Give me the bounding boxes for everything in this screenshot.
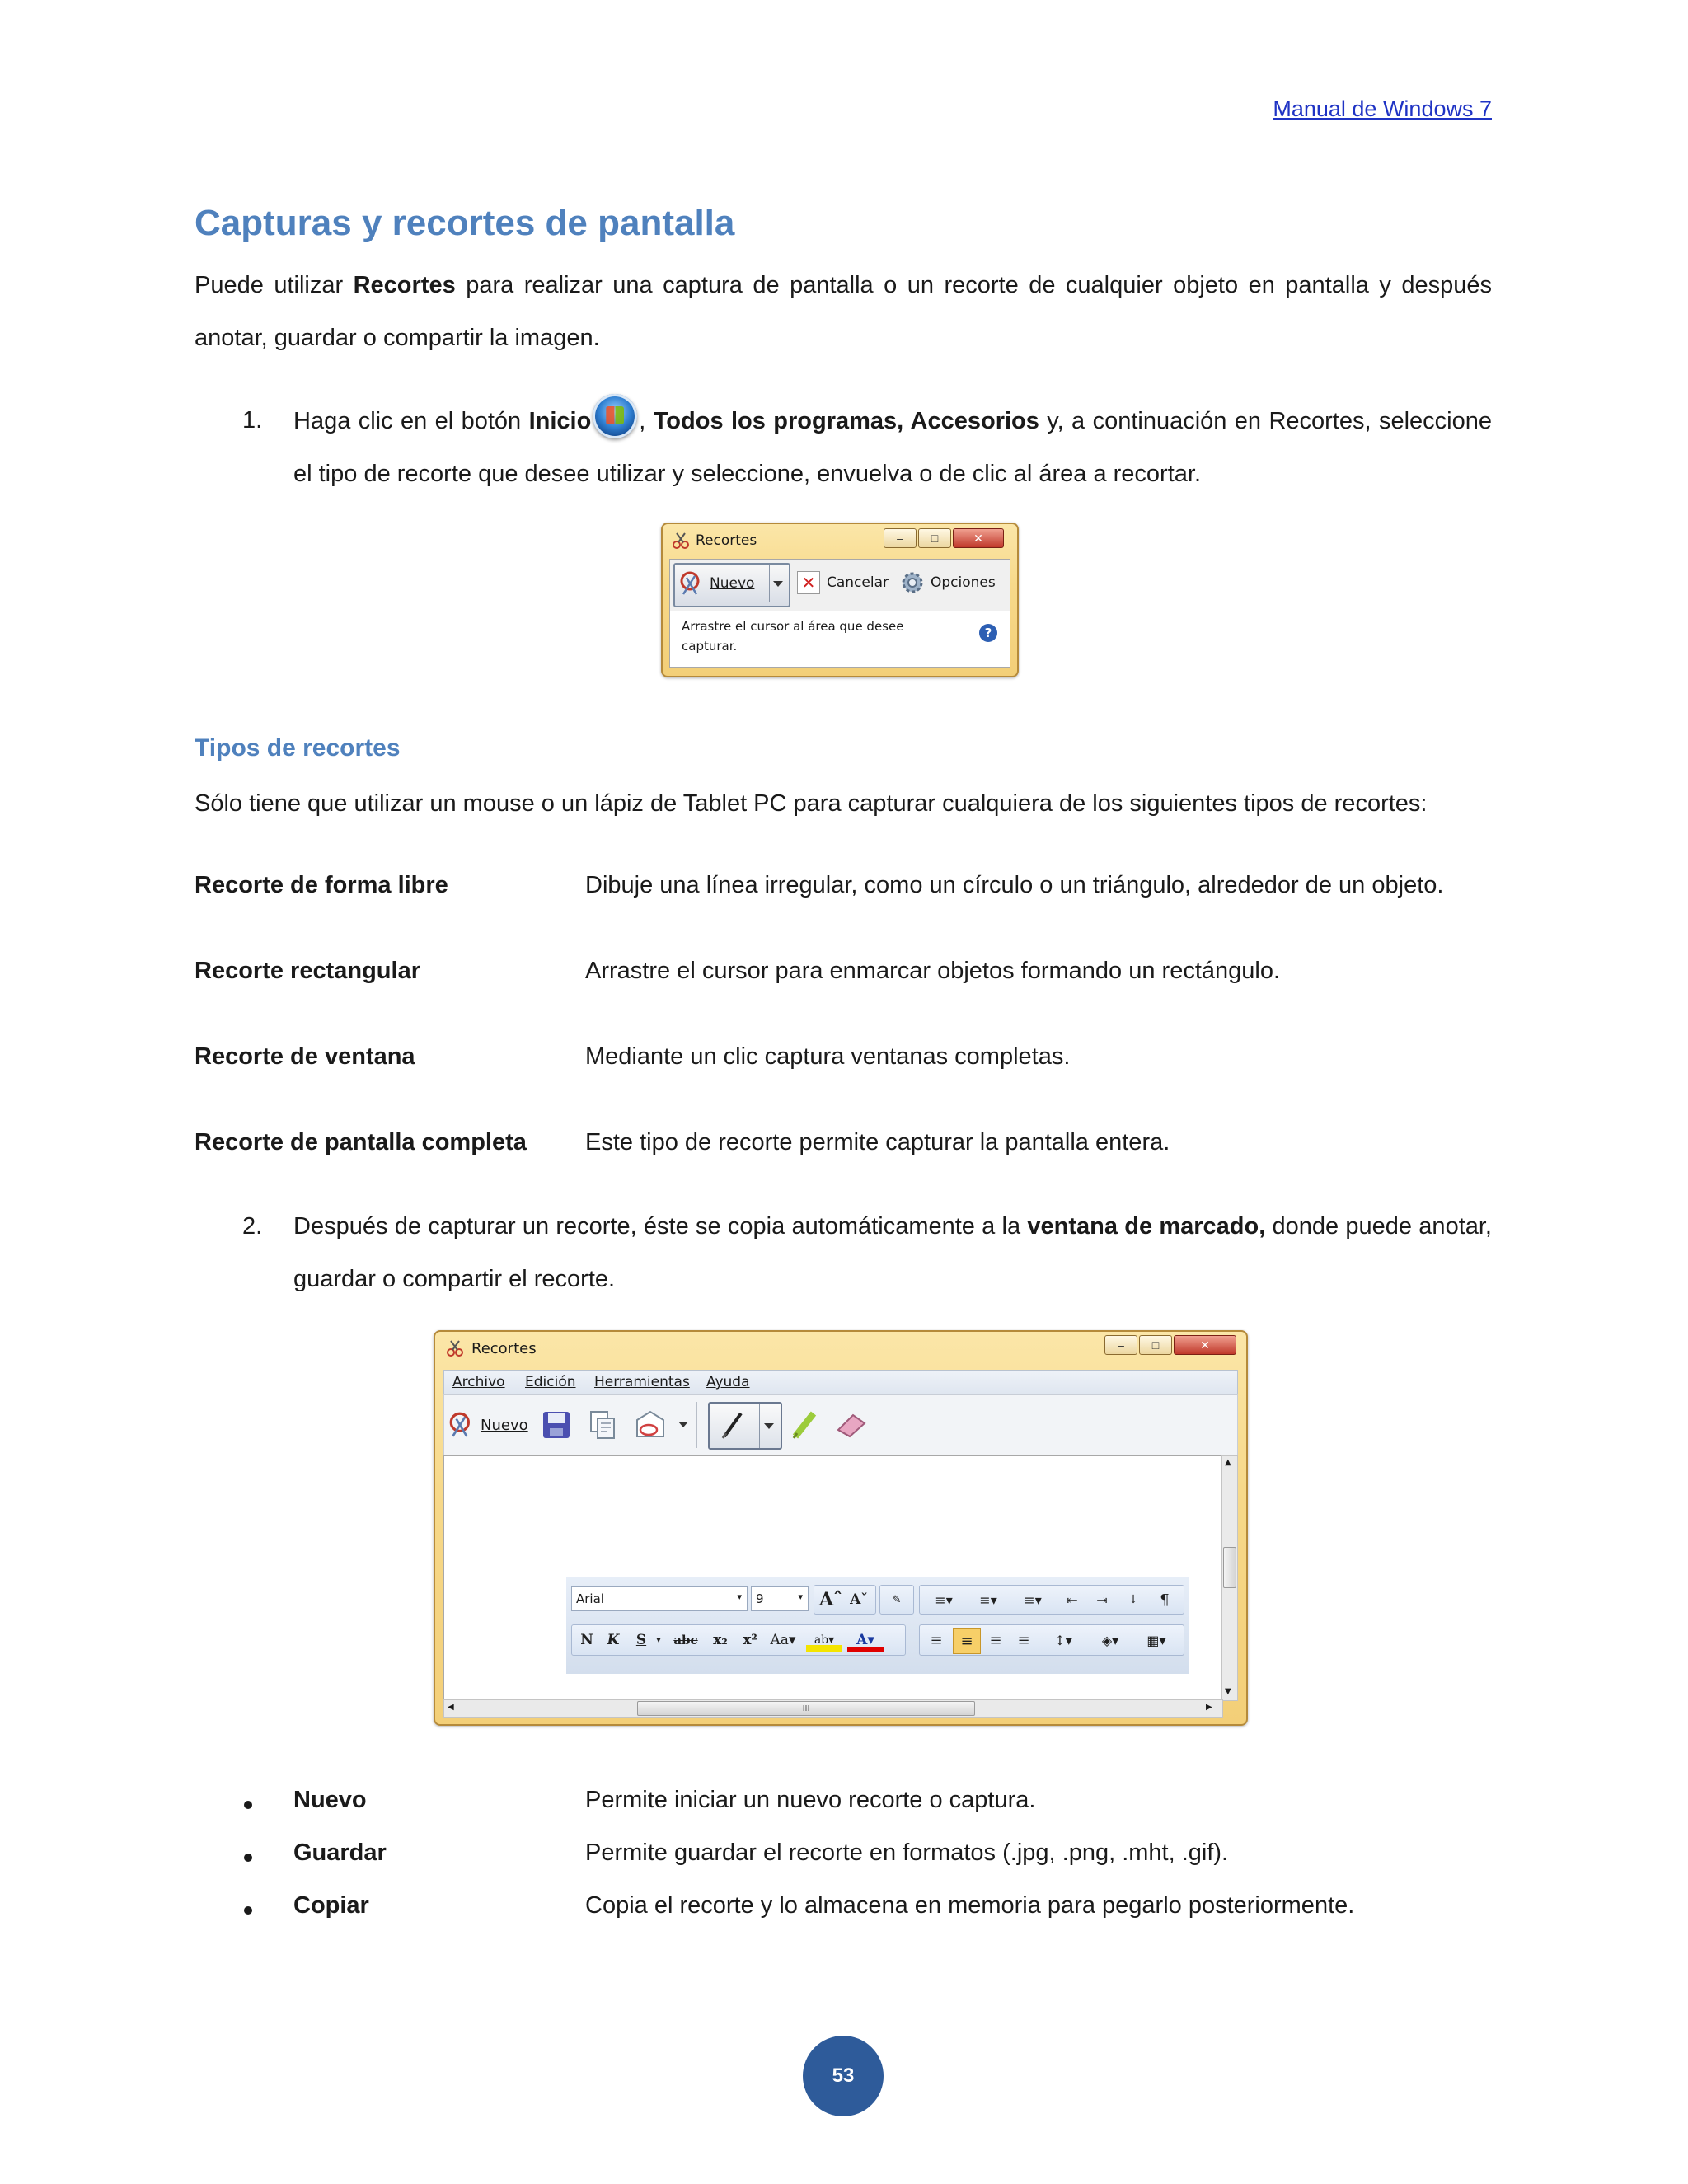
font-color-icon[interactable]: A▾	[847, 1628, 884, 1652]
step-1-number: 1.	[242, 407, 263, 434]
grow-font-icon[interactable]: Aˆ	[818, 1589, 843, 1610]
bullet-term-guardar: Guardar	[293, 1840, 387, 1866]
minimize-button[interactable]: –	[884, 528, 917, 548]
send-snip-icon[interactable]	[632, 1408, 668, 1441]
paragraph-alignment-group	[919, 1624, 1184, 1656]
windows-start-orb-icon	[593, 394, 637, 438]
page-number-badge: 53	[803, 2036, 884, 2116]
align-left-icon[interactable]: ≡	[930, 1631, 943, 1649]
help-panel	[670, 611, 1010, 667]
markup-canvas[interactable]	[443, 1455, 1221, 1701]
type-desc-fullscreen: Este tipo de recorte permite capturar la pantalla entera.	[585, 1129, 1170, 1155]
horizontal-scrollbar[interactable]	[443, 1699, 1223, 1718]
save-icon[interactable]	[540, 1408, 573, 1441]
intro-paragraph: Puede utilizar Recortes para realizar una captura de pantalla o un recorte de cualquier objeto en pantalla y después anotar, guardar o compartir la imagen.	[195, 272, 1492, 351]
snipping-tool-window-small	[661, 523, 1019, 677]
bullet-desc-copiar: Copia el recorte y lo almacena en memoria para pegarlo posteriormente.	[585, 1892, 1355, 1919]
bullet-desc-nuevo: Permite iniciar un nuevo recorte o captura.	[585, 1787, 1036, 1813]
options-button[interactable]: Opciones	[899, 569, 996, 596]
underline-icon[interactable]: S	[635, 1632, 647, 1648]
menu-bar	[443, 1370, 1238, 1394]
bullet-desc-guardar: Permite guardar el recorte en formatos (.jpg, .png, .mht, .gif).	[585, 1840, 1229, 1866]
snipping-tool-markup-window	[434, 1330, 1248, 1726]
vertical-scroll-thumb[interactable]	[1223, 1547, 1236, 1588]
clear-format-icon[interactable]: ✎	[892, 1593, 902, 1606]
menu-archivo[interactable]: Archivo	[452, 1374, 505, 1390]
minimize-button[interactable]: –	[1104, 1335, 1137, 1355]
menu-edicion[interactable]: Edición	[525, 1374, 576, 1390]
scroll-down-icon[interactable]: ▼	[1225, 1687, 1231, 1696]
type-term-fullscreen: Recorte de pantalla completa	[195, 1129, 527, 1155]
chevron-down-icon	[773, 581, 783, 587]
copy-icon[interactable]	[586, 1408, 619, 1441]
type-term-rectangular: Recorte rectangular	[195, 958, 420, 984]
align-right-icon[interactable]: ≡	[989, 1631, 1002, 1649]
grow-shrink-font-group	[814, 1585, 876, 1615]
shading-icon[interactable]: ◈▾	[1101, 1632, 1119, 1648]
new-button[interactable]: Nuevo	[678, 569, 754, 598]
bullets-icon[interactable]: ≡▾	[935, 1591, 953, 1608]
manual-link[interactable]: Manual de Windows 7	[1273, 96, 1492, 121]
window-controls	[882, 528, 1004, 548]
eraser-icon[interactable]	[833, 1408, 870, 1441]
scroll-right-icon[interactable]: ▶	[1206, 1703, 1212, 1712]
types-heading: Tipos de recortes	[195, 734, 401, 762]
window-controls	[1103, 1335, 1236, 1355]
change-case-icon[interactable]: Aa▾	[770, 1632, 796, 1648]
types-intro: Sólo tiene que utilizar un mouse o un lápiz de Tablet PC para capturar cualquiera de los siguientes tipos de recortes:	[195, 790, 1428, 817]
step-1-text: Haga clic en el botón Inicio , Todos los programas, Accesorios y, a continuación en Recortes, seleccione el tipo de recorte que desee utilizar y seleccione, envuelva o de clic al área a recortar.	[293, 394, 1492, 500]
font-name-box[interactable]: Arial ▾	[571, 1586, 748, 1611]
window-title: Recortes	[696, 532, 757, 549]
send-dropdown-chevron-down-icon[interactable]	[678, 1422, 688, 1427]
underline-dropdown-chevron-down-icon[interactable]: ▾	[656, 1635, 661, 1645]
close-button[interactable]: ✕	[953, 528, 1004, 548]
numbering-icon[interactable]: ≡▾	[979, 1591, 997, 1608]
embedded-format-toolbar	[566, 1577, 1189, 1674]
window-client-area	[669, 559, 1010, 668]
pen-icon	[716, 1408, 749, 1441]
scissors-icon	[671, 531, 691, 551]
vertical-scrollbar[interactable]	[1221, 1455, 1238, 1701]
scroll-up-icon[interactable]: ▲	[1225, 1458, 1231, 1467]
help-text-line-1: Arrastre el cursor al área que desee	[682, 619, 904, 634]
intro-bold-recortes: Recortes	[353, 272, 456, 298]
show-paragraph-marks-icon[interactable]: ¶	[1160, 1591, 1170, 1609]
align-center-icon[interactable]: ≡	[953, 1628, 981, 1654]
superscript-icon[interactable]: x²	[743, 1632, 757, 1648]
strikethrough-icon[interactable]: abc	[673, 1633, 698, 1647]
menu-herramientas[interactable]: Herramientas	[594, 1374, 690, 1390]
type-term-freeform: Recorte de forma libre	[195, 872, 448, 898]
step-2-number: 2.	[242, 1213, 263, 1240]
type-desc-freeform: Dibuje una línea irregular, como un círculo o un triángulo, alrededor de un objeto.	[585, 872, 1444, 898]
type-desc-window: Mediante un clic captura ventanas completas.	[585, 1043, 1071, 1070]
menu-ayuda[interactable]: Ayuda	[706, 1374, 750, 1390]
cancel-button[interactable]: ✕ Cancelar	[797, 571, 889, 594]
new-snip-icon	[448, 1410, 477, 1440]
new-dropdown[interactable]	[769, 565, 786, 602]
bullet-term-copiar: Copiar	[293, 1892, 369, 1919]
horizontal-scroll-thumb[interactable]: III	[637, 1701, 975, 1716]
line-spacing-icon[interactable]: ↕▾	[1054, 1632, 1072, 1648]
decrease-indent-icon[interactable]: ⇤	[1067, 1591, 1078, 1608]
subscript-icon[interactable]: x₂	[713, 1632, 728, 1648]
window-title: Recortes	[471, 1340, 537, 1357]
multilevel-list-icon[interactable]: ≡▾	[1024, 1591, 1042, 1608]
type-term-window: Recorte de ventana	[195, 1043, 415, 1070]
new-snip-icon	[678, 569, 706, 598]
list-indent-group	[919, 1585, 1184, 1615]
highlight-color-icon[interactable]: ab▾	[806, 1628, 842, 1652]
new-button[interactable]: Nuevo	[448, 1410, 528, 1440]
help-text-line-2: capturar.	[682, 639, 738, 654]
bullet-dot	[244, 1854, 252, 1862]
gear-icon	[899, 569, 926, 596]
sort-icon[interactable]: ↓	[1128, 1593, 1138, 1606]
pen-button[interactable]	[708, 1402, 782, 1450]
bold-icon[interactable]: N	[580, 1632, 593, 1648]
font-style-group	[571, 1624, 906, 1656]
bullet-dot	[244, 1801, 252, 1809]
type-desc-rectangular: Arrastre el cursor para enmarcar objetos formando un rectángulo.	[585, 958, 1281, 984]
step-1	[244, 394, 1492, 500]
increase-indent-icon[interactable]: ⇥	[1096, 1591, 1108, 1608]
highlighter-icon[interactable]	[789, 1408, 822, 1441]
bullet-dot	[244, 1906, 252, 1915]
step-2-text: Después de capturar un recorte, éste se copia automáticamente a la ventana de marcado, donde puede anotar, guardar o compartir el recorte.	[293, 1213, 1492, 1292]
section-title: Capturas y recortes de pantalla	[195, 203, 735, 243]
toolbar-separator	[696, 1402, 697, 1448]
clear-format-group	[879, 1585, 914, 1615]
help-icon[interactable]: ?	[979, 624, 997, 642]
maximize-button[interactable]: □	[1139, 1335, 1172, 1355]
pen-dropdown-chevron-down-icon[interactable]	[764, 1423, 774, 1429]
justify-icon[interactable]: ≡	[1017, 1631, 1030, 1649]
scroll-left-icon[interactable]: ◀	[448, 1703, 454, 1712]
italic-icon[interactable]: K	[607, 1632, 620, 1648]
borders-icon[interactable]: ▦▾	[1146, 1632, 1166, 1648]
bullet-term-nuevo: Nuevo	[293, 1787, 367, 1813]
step-2	[244, 1200, 1492, 1305]
close-button[interactable]: ✕	[1174, 1335, 1236, 1355]
toolbar	[443, 1394, 1238, 1455]
shrink-font-icon[interactable]: Aˇ	[850, 1591, 868, 1608]
font-size-box[interactable]: 9 ▾	[751, 1586, 809, 1611]
cancel-x-icon: ✕	[797, 571, 820, 594]
scissors-icon	[445, 1338, 465, 1358]
maximize-button[interactable]: □	[918, 528, 951, 548]
